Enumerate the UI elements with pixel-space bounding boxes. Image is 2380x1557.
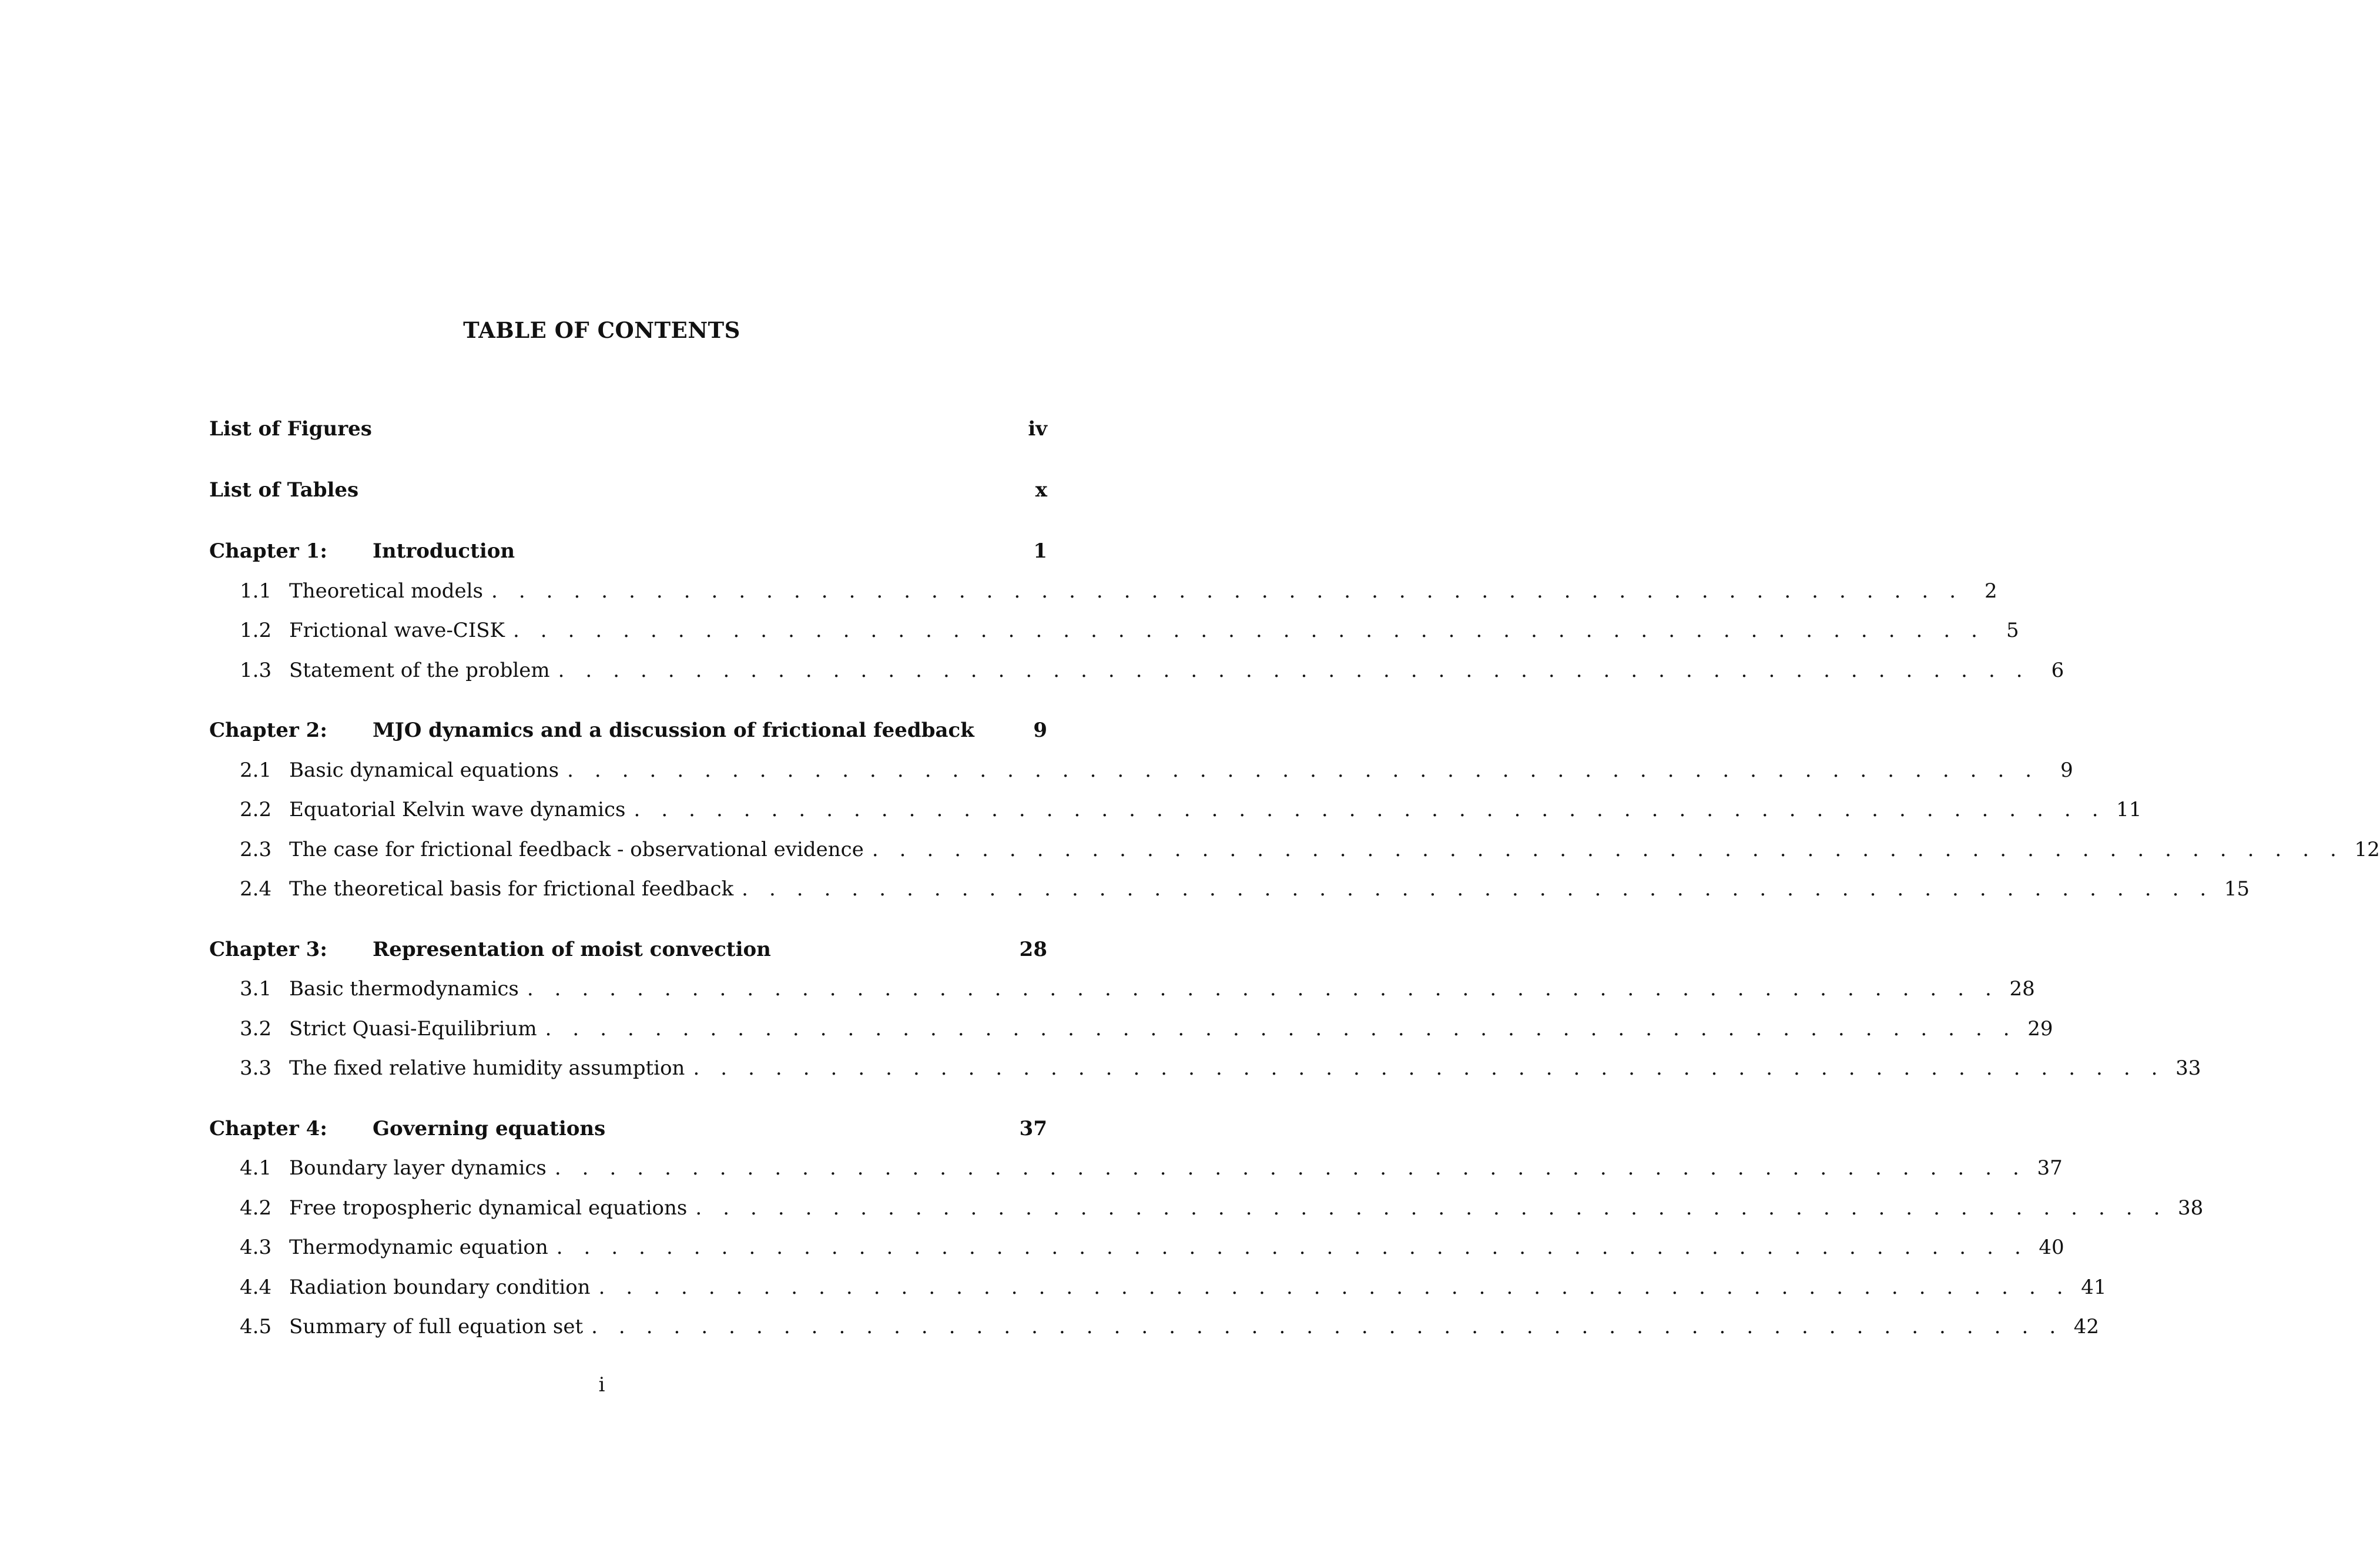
section-page: 5 xyxy=(2006,619,2019,642)
chapter-page: 9 xyxy=(1033,719,1047,742)
chapter-title: MJO dynamics and a discussion of frictional feedback xyxy=(373,719,974,742)
section-number: 2.3 xyxy=(240,838,272,861)
section-page: 40 xyxy=(2039,1236,2064,1259)
chapter-page: 1 xyxy=(1033,539,1047,563)
toc-entry-label: List of Tables xyxy=(209,478,359,502)
leader-dots: . . . . . . . . . . . . . . . . . . . . . . . . . . . . . . . . . . . . . . . . . . . . . . . . . . . . . . xyxy=(695,1196,2168,1220)
section-title: The theoretical basis for frictional feedback xyxy=(289,877,734,901)
section-number: 1.3 xyxy=(240,659,272,682)
section-page: 28 xyxy=(2009,977,2035,1001)
toc-chapter-1[interactable] xyxy=(209,539,1047,569)
toc-section-4-1[interactable] xyxy=(209,1156,2063,1186)
toc-section-2-2[interactable] xyxy=(209,798,2142,827)
leader-dots: . . . . . . . . . . . . . . . . . . . . . . . . . . . . . . . . . . . . . . . . . . . . . . . . . . . . . . xyxy=(512,619,1985,642)
section-number: 3.3 xyxy=(240,1056,272,1080)
section-page: 12 xyxy=(2354,838,2380,861)
section-page: 6 xyxy=(2051,659,2064,682)
toc-chapter-3[interactable] xyxy=(209,938,1047,967)
section-title: Theoretical models xyxy=(289,579,483,603)
section-title: Boundary layer dynamics xyxy=(289,1156,547,1180)
toc-chapter-2[interactable] xyxy=(209,719,1047,748)
chapter-title: Governing equations xyxy=(373,1117,606,1140)
toc-entry-page: x xyxy=(1035,478,1047,502)
leader-dots: . . . . . . . . . . . . . . . . . . . . . . . . . . . . . . . . . . . . . . . . . . . . . . . . . . . . . . xyxy=(556,1236,2029,1259)
section-number: 1.2 xyxy=(240,619,272,642)
chapter-page: 28 xyxy=(1019,938,1047,961)
section-number: 4.3 xyxy=(240,1236,272,1259)
chapter-number: Chapter 1: xyxy=(209,539,327,563)
page-number: i xyxy=(598,1373,605,1397)
leader-dots: . . . . . . . . . . . . . . . . . . . . . . . . . . . . . . . . . . . . . . . . . . . . . . . . . . . . . . xyxy=(567,759,2039,782)
section-number: 2.2 xyxy=(240,798,272,821)
section-number: 4.1 xyxy=(240,1156,272,1180)
section-number: 3.2 xyxy=(240,1017,272,1041)
leader-dots: . . . . . . . . . . . . . . . . . . . . . . . . . . . . . . . . . . . . . . . . . . . . . . . . . . . . . . xyxy=(633,798,2106,821)
chapter-page: 37 xyxy=(1019,1117,1047,1140)
toc-chapter-4[interactable] xyxy=(209,1117,1047,1146)
toc-section-4-5[interactable] xyxy=(209,1315,2099,1344)
chapter-title: Introduction xyxy=(373,539,515,563)
toc-section-1-1[interactable] xyxy=(209,579,1997,609)
chapter-number: Chapter 4: xyxy=(209,1117,327,1140)
toc-entry-list-of-figures[interactable] xyxy=(209,417,1047,447)
toc-entry-page: iv xyxy=(1028,417,1047,441)
toc-section-2-4[interactable] xyxy=(209,877,2250,907)
toc-section-3-1[interactable] xyxy=(209,977,2035,1006)
section-title: Frictional wave-CISK xyxy=(289,619,505,642)
section-title: Statement of the problem xyxy=(289,659,550,682)
toc-entry-label: List of Figures xyxy=(209,417,372,441)
section-page: 42 xyxy=(2073,1315,2099,1338)
leader-dots: . . . . . . . . . . . . . . . . . . . . . . . . . . . . . . . . . . . . . . . . . . . . . . . . . . . . . . xyxy=(742,877,2214,901)
page-title: TABLE OF CONTENTS xyxy=(463,317,740,343)
section-page: 2 xyxy=(1984,579,1997,603)
leader-dots: . . . . . . . . . . . . . . . . . . . . . . . . . . . . . . . . . . . . . . . . . . . . . . . . . . . . . . xyxy=(545,1017,2017,1041)
toc-section-2-3[interactable] xyxy=(209,838,2380,867)
section-number: 4.5 xyxy=(240,1315,272,1338)
section-title: Radiation boundary condition xyxy=(289,1276,591,1299)
section-page: 9 xyxy=(2060,759,2073,782)
section-title: Thermodynamic equation xyxy=(289,1236,548,1259)
section-number: 3.1 xyxy=(240,977,272,1001)
toc-entry-list-of-tables[interactable] xyxy=(209,478,1047,508)
section-title: Basic dynamical equations xyxy=(289,759,559,782)
section-number: 4.4 xyxy=(240,1276,272,1299)
leader-dots: . . . . . . . . . . . . . . . . . . . . . . . . . . . . . . . . . . . . . . . . . . . . . . . . . . . . . . xyxy=(554,1156,2027,1180)
section-page: 29 xyxy=(2027,1017,2053,1041)
section-title: Basic thermodynamics xyxy=(289,977,519,1001)
section-page: 15 xyxy=(2224,877,2250,901)
leader-dots: . . . . . . . . . . . . . . . . . . . . . . . . . . . . . . . . . . . . . . . . . . . . . . . . . . . . . . xyxy=(598,1276,2071,1299)
section-number: 1.1 xyxy=(240,579,272,603)
section-number: 2.4 xyxy=(240,877,272,901)
toc-section-3-2[interactable] xyxy=(209,1017,2053,1046)
section-number: 2.1 xyxy=(240,759,272,782)
toc-section-4-3[interactable] xyxy=(209,1236,2064,1265)
leader-dots: . . . . . . . . . . . . . . . . . . . . . . . . . . . . . . . . . . . . . . . . . . . . . . . . . . . . . . xyxy=(558,659,2030,682)
section-title: Equatorial Kelvin wave dynamics xyxy=(289,798,626,821)
chapter-number: Chapter 2: xyxy=(209,719,327,742)
section-title: The fixed relative humidity assumption xyxy=(289,1056,685,1080)
section-title: Free tropospheric dynamical equations xyxy=(289,1196,688,1220)
chapter-number: Chapter 3: xyxy=(209,938,327,961)
toc-section-4-4[interactable] xyxy=(209,1276,2107,1305)
section-page: 38 xyxy=(2178,1196,2204,1220)
leader-dots: . . . . . . . . . . . . . . . . . . . . . . . . . . . . . . . . . . . . . . . . . . . . . . . . . . . . . . xyxy=(491,579,1963,603)
section-page: 33 xyxy=(2175,1056,2201,1080)
section-title: The case for frictional feedback - observational evidence xyxy=(289,838,864,861)
section-page: 41 xyxy=(2081,1276,2107,1299)
toc-section-1-2[interactable] xyxy=(209,619,2019,648)
section-title: Strict Quasi-Equilibrium xyxy=(289,1017,537,1041)
toc-section-4-2[interactable] xyxy=(209,1196,2204,1226)
section-title: Summary of full equation set xyxy=(289,1315,584,1338)
section-page: 37 xyxy=(2037,1156,2063,1180)
toc-section-2-1[interactable] xyxy=(209,759,2073,788)
leader-dots: . . . . . . . . . . . . . . . . . . . . . . . . . . . . . . . . . . . . . . . . . . . . . . . . . . . . . . xyxy=(591,1315,2063,1338)
leader-dots: . . . . . . . . . . . . . . . . . . . . . . . . . . . . . . . . . . . . . . . . . . . . . . . . . . . . . . xyxy=(871,838,2344,861)
section-page: 11 xyxy=(2116,798,2142,821)
leader-dots: . . . . . . . . . . . . . . . . . . . . . . . . . . . . . . . . . . . . . . . . . . . . . . . . . . . . . . xyxy=(527,977,1999,1001)
toc-section-3-3[interactable] xyxy=(209,1056,2201,1086)
leader-dots: . . . . . . . . . . . . . . . . . . . . . . . . . . . . . . . . . . . . . . . . . . . . . . . . . . . . . . xyxy=(693,1056,2166,1080)
toc-section-1-3[interactable] xyxy=(209,659,2064,688)
section-number: 4.2 xyxy=(240,1196,272,1220)
chapter-title: Representation of moist convection xyxy=(373,938,771,961)
